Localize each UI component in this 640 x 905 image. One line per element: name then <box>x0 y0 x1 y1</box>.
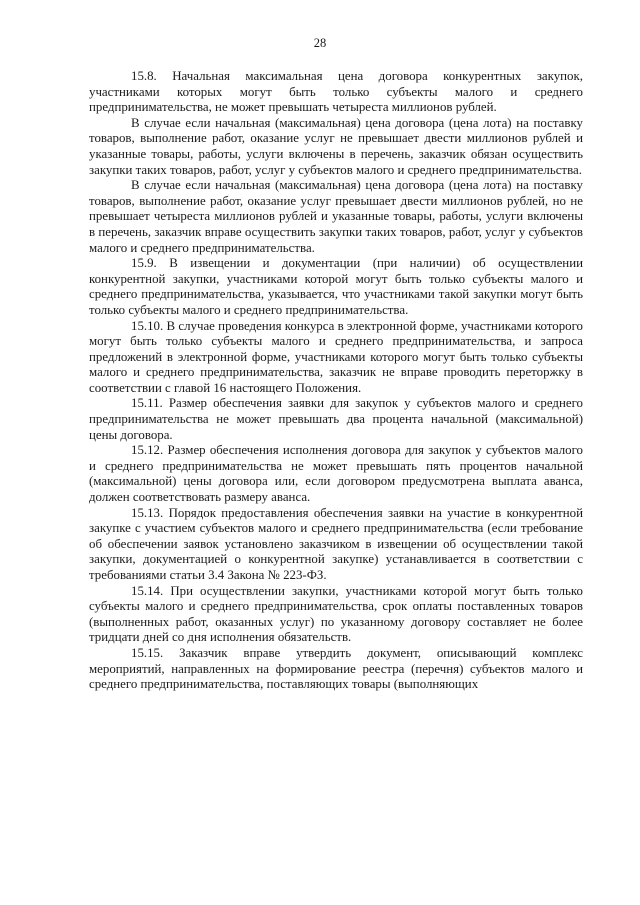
paragraph-15-8-sub-1 <box>89 116 583 178</box>
paragraph-15-14 <box>89 584 583 646</box>
paragraph-15-12 <box>89 443 583 505</box>
paragraph-15-11 <box>89 396 583 443</box>
paragraph-text: В случае проведения конкурса в электронной форме, участниками которого могут быть только субъекты малого и среднего предпринимательства, и запроса предложений в электронной форме, участниками которого могут быть только субъекты малого и среднего предпринимательства, заказчик не вправе проводить переторжку в соответствии с главой 16 настоящего Положения. <box>89 318 583 395</box>
paragraph-text: При осуществлении закупки, участниками которой могут быть только субъекты малого и среднего предпринимательства, срок оплаты поставленных товаров (выполненных работ, оказанных услуг) по указанному договору составляет не более тридцати дней со дня исполнения обязательств. <box>89 583 583 645</box>
clause-number: 15.8. <box>131 69 157 83</box>
paragraph-text: Заказчик вправе утвердить документ, описывающий комплекс мероприятий, направленных на формирование реестра (перечня) субъектов малого и среднего предпринимательства, поставляющих товары (выполняющих <box>89 645 583 692</box>
paragraph-15-15 <box>89 646 583 693</box>
paragraph-15-13 <box>89 506 583 584</box>
paragraph-text: В случае если начальная (максимальная) цена договора (цена лота) на поставку товаров, выполнение работ, оказание услуг превышает двести миллионов рублей, но не превышает четыреста миллионов рублей и указанные товары, работы, услуги включены в перечень, заказчик вправе осуществить закупки таких товаров, работ, услуг у субъектов малого и среднего предпринимательства. <box>89 178 583 255</box>
paragraph-text: В извещении и документации (при наличии) об осуществлении конкурентной закупки, участниками которой могут быть только субъекты малого и среднего предпринимательства, указывается, что участниками такой закупки могут быть только субъекты малого и среднего предпринимательства. <box>89 256 583 317</box>
paragraph-text: Размер обеспечения исполнения договора для закупок у субъектов малого и среднего предпринимательства не может превышать пять процентов начальной (максимальной) цены договора или, если договором предусмотрена выплата аванса, должен соответствовать размеру аванса. <box>89 443 583 505</box>
paragraph-text: Порядок предоставления обеспечения заявки на участие в конкурентной закупке с участием субъектов малого и среднего предпринимательства (если требование об обеспечении заявок установлено заказчиком в извещении об осуществлении такой закупки, документацией о конкурентной закупке) устанавливается в соответствии с требованиями статьи 3.4 Закона № 223-ФЗ. <box>89 505 583 582</box>
clause-number: 15.12. <box>131 443 164 458</box>
clause-number: 15.10. <box>131 318 164 333</box>
paragraph-text: Размер обеспечения заявки для закупок у субъектов малого и среднего предпринимательства не может превышать два процента начальной (максимальной) цены договора. <box>89 396 583 442</box>
paragraph-15-8 <box>89 69 583 116</box>
paragraph-text: В случае если начальная (максимальная) цена договора (цена лота) на поставку товаров, выполнение работ, оказание услуг не превышает двести миллионов рублей и указанные товары, работы, услуги включены в перечень, заказчик обязан осуществить закупки таких товаров, работ, услуг у субъектов малого и среднего предпринимательства. <box>89 115 583 177</box>
clause-number: 15.14. <box>131 583 164 598</box>
paragraph-15-9 <box>89 256 583 318</box>
page-number: 28 <box>313 36 327 50</box>
paragraph-15-8-sub-2 <box>89 178 583 256</box>
clause-number: 15.15. <box>131 645 164 660</box>
clause-number: 15.13. <box>131 505 164 520</box>
paragraph-15-10 <box>89 319 583 397</box>
paragraph-text: Начальная максимальная цена договора конкурентных закупок, участниками которых могут быть только субъекты малого и среднего предпринимательства, не может превышать четыреста миллионов рублей. <box>89 69 583 115</box>
clause-number: 15.11. <box>131 396 163 411</box>
clause-number: 15.9. <box>131 256 157 271</box>
document-body <box>89 69 583 693</box>
